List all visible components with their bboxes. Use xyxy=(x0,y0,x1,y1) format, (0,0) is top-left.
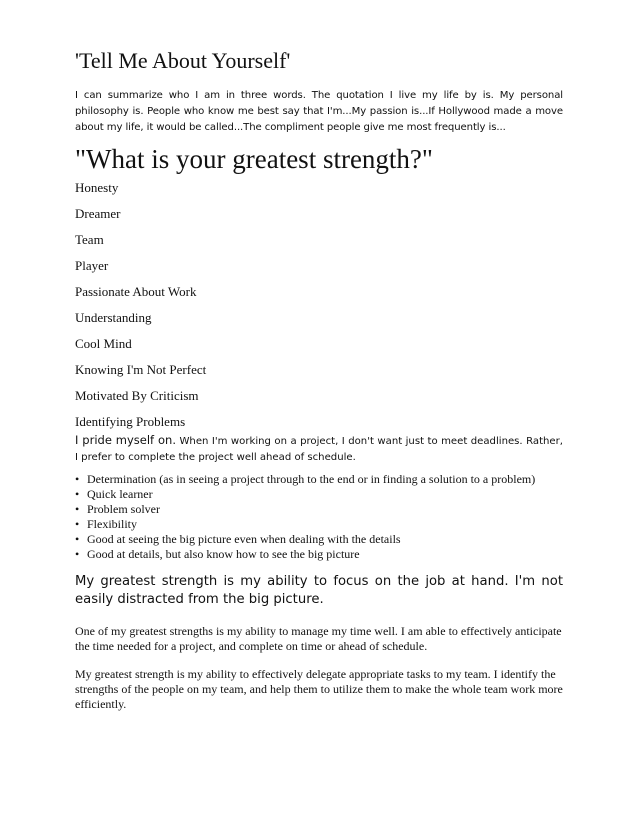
strength-item: Player xyxy=(75,258,109,273)
strengths-list xyxy=(75,180,206,430)
intro-paragraph: I can summarize who I am in three words. The quotation I live my life by is. My personal philosophy is. People who know me best say that I'm...My passion is...If Hollywood made a move about my life, it would be called...The compliment people give me most frequently is... xyxy=(75,90,563,133)
bullet-item: • Good at details, but also know how to see the big picture xyxy=(75,547,535,562)
pride-paragraph xyxy=(75,432,563,466)
strength-item: Identifying Problems xyxy=(75,414,186,429)
page-title: 'Tell Me About Yourself' xyxy=(75,48,291,73)
strength-item: Understanding xyxy=(75,310,152,325)
strength-item: Cool Mind xyxy=(75,336,132,351)
bullet-item: • Problem solver xyxy=(75,502,535,517)
strength-item: Honesty xyxy=(75,180,119,195)
bullet-item: • Determination (as in seeing a project through to the end or in finding a solution to a problem) xyxy=(75,472,535,487)
pride-lead: I pride myself on. xyxy=(75,433,176,447)
strength-item: Team xyxy=(75,232,104,247)
pride-rest: When I'm working on a project, I don't want just to meet deadlines. Rather, I prefer to complete the project well ahead of schedule. xyxy=(75,436,563,463)
bullet-item: • Flexibility xyxy=(75,517,535,532)
delegation-paragraph: My greatest strength is my ability to effectively delegate appropriate tasks to my team. I identify the strengths of the people on my team, and help them to utilize them to make the whole team work more efficiently. xyxy=(75,667,563,711)
bullet-item: • Good at seeing the big picture even when dealing with the details xyxy=(75,532,535,547)
bullet-item: • Quick learner xyxy=(75,487,535,502)
strength-item: Passionate About Work xyxy=(75,284,197,299)
focus-paragraph: My greatest strength is my ability to focus on the job at hand. I'm not easily distracted from the big picture. xyxy=(75,574,563,607)
strength-item: Knowing I'm Not Perfect xyxy=(75,362,207,377)
section-heading: "What is your greatest strength?" xyxy=(75,144,433,174)
bullet-list xyxy=(75,472,535,562)
strength-item: Motivated By Criticism xyxy=(75,388,199,403)
time-management-paragraph: One of my greatest strengths is my ability to manage my time well. I am able to effectively anticipate the time needed for a project, and complete on time or ahead of schedule. xyxy=(75,624,562,653)
strength-item: Dreamer xyxy=(75,206,121,221)
